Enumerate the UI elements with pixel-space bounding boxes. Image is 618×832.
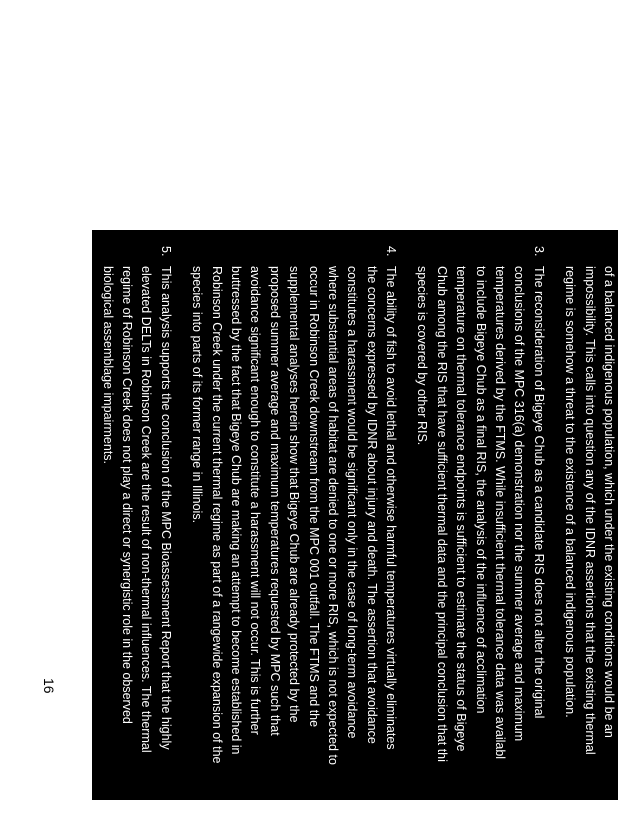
text-line: constitutes a harassment would be significant only in the case of long-term avoidance bbox=[345, 266, 360, 739]
text-line: to include Bigeye Chub as a final RIS, the analysis of the influence of acclimation bbox=[473, 266, 488, 714]
text-line: regime of Robinson Creek does not play a direct or synergistic role in the observed bbox=[120, 266, 135, 724]
page-number: 16 bbox=[41, 678, 57, 694]
list-item-3 bbox=[412, 232, 548, 832]
text-line: conclusions of the MPC 316(a) demonstration nor the summer average and maximum bbox=[512, 266, 527, 742]
text-line: temperature on thermal tolerance endpoints is sufficient to estimate the status of Bigeye bbox=[454, 266, 469, 752]
text-line: buttressed by the fact that Bigeye Chub are making an attempt to become established in bbox=[228, 266, 243, 755]
text-line: The ability of fish to avoid lethal and otherwise harmful temperatures virtually eliminates bbox=[384, 266, 399, 750]
text-line: Robinson Creek under the current thermal regime as part of a rangewide expansion of the bbox=[209, 266, 224, 764]
text-line: species is covered by other RIS. bbox=[415, 266, 430, 446]
text-line: The reconsideration of Bigeye Chub as a candidate RIS does not alter the original bbox=[531, 266, 546, 719]
text-line: the concerns expressed by IDNR about injury and death. The assertion that avoidance bbox=[364, 266, 379, 744]
text-line: regime is somehow a threat to the existence of a balanced indigenous population. bbox=[563, 266, 578, 718]
list-item-4 bbox=[187, 232, 400, 832]
text-line: impossibility. This calls into question any of the IDNR assertions that the existing thermal bbox=[582, 266, 597, 755]
list-number: 5. bbox=[158, 246, 173, 257]
text-line: elevated DELTs in Robinson Creek are the result of non-thermal influences. The thermal bbox=[139, 266, 154, 753]
text-line: species into parts of its former range in Illinois. bbox=[190, 266, 205, 524]
list-item-5 bbox=[97, 232, 175, 832]
text-line: temperatures derived by the FTMS. While insufficient thermal tolerance data was availabl bbox=[493, 266, 508, 760]
text-line: supplemental analyses herein show that Bigeye Chub are already protected by the bbox=[287, 266, 302, 723]
rotated-document-body bbox=[90, 232, 618, 832]
continuation-paragraph bbox=[560, 232, 618, 832]
text-line: of a balanced indigenous population, which under the existing conditions would be an bbox=[602, 266, 616, 738]
text-line: This analysis supports the conclusion of the MPC Bioassessment Report that the highly bbox=[158, 266, 173, 750]
text-line: occur in Robinson Creek downstream from the MPC 001 outfall. The FTMS and the bbox=[306, 266, 321, 728]
text-line: proposed summer average and maximum temperatures requested by MPC such that bbox=[267, 266, 282, 736]
text-line: avoidance significant enough to constitute a harassment will not occur. This is further bbox=[248, 266, 263, 735]
text-line: biological assemblage impairments. bbox=[100, 266, 115, 465]
text-line: where substantial areas of habitat are denied to one or more RIS, which is not expected to bbox=[325, 266, 340, 765]
list-number: 3. bbox=[531, 246, 546, 257]
list-number: 4. bbox=[384, 246, 399, 257]
text-line: Chub among the RIS that have sufficient thermal data and the principal conclusion that thi bbox=[434, 266, 449, 762]
